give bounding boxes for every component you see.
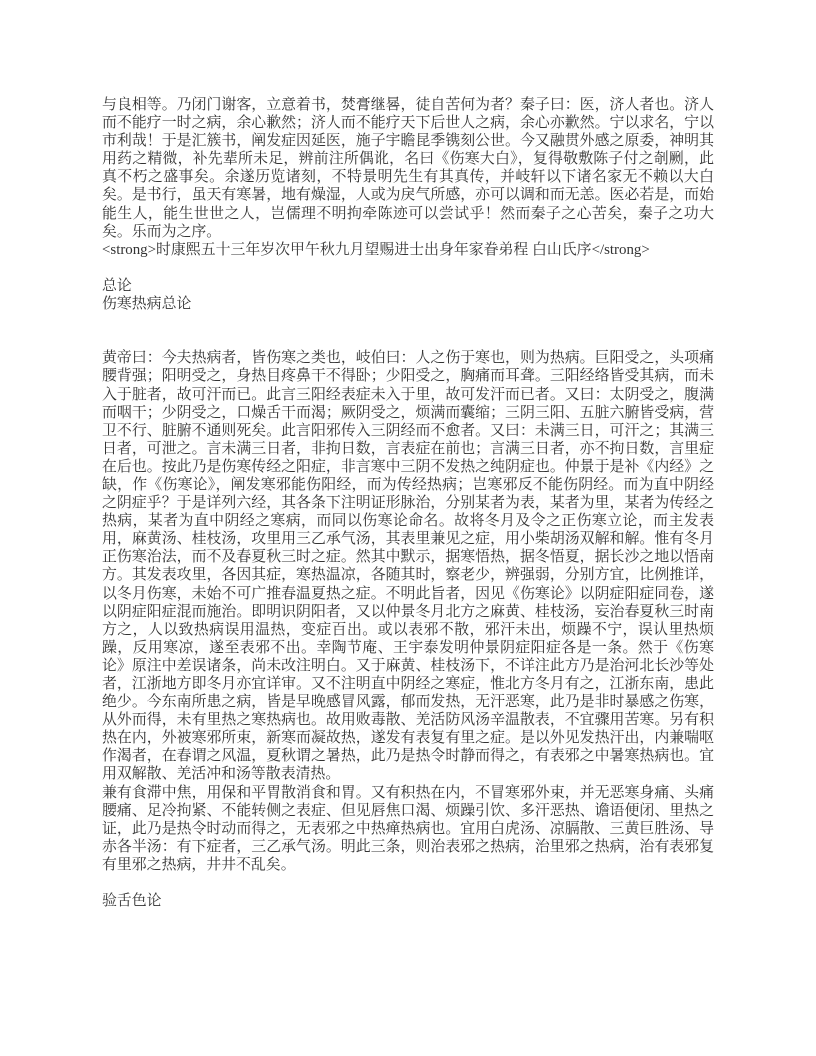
section-heading-shanghan-fever: 伤寒热病总论 — [102, 296, 192, 313]
preface-paragraph: 与良相等。乃闭门谢客，立意着书，焚膏继晷，徒自苦何为者？秦子曰：医，济人者也。济人而不能疗一时之病，余心歉然；济人而不能疗天下后世人之病，余心亦歉然。宁以求名，宁以市利哉！于是汇簇书，阐发症因延医，施子宇瞻昆季镌刻公世。今又融贯外感之原委，神明其用药之精微，补先辈所未足，辨前注所偶讹，名曰《伤寒大白》，复得敬敷陈子付之剞劂，此真不朽之盛事矣。余遂历览诸刻，不特景明先生有其真传，并岐轩以下诸名家无不赖以大白矣。是书行，虽天有寒暑，地有燥湿，人或为戾气所感，亦可以调和而无恙。医必若是，而始能生人，能生世世之人，岂儒理不明拘牵陈迹可以尝试乎！然而秦子之心苦矣，秦子之功大矣。乐而为之序。 — [102, 97, 714, 240]
preface-signature-line: <strong>时康熙五十三年岁次甲午秋九月望赐进士出身年家眷弟程 白山氏序</strong> — [102, 241, 650, 258]
main-discussion-paragraph: 黄帝曰：今夫热病者，皆伤寒之类也，岐伯曰：人之伤于寒也，则为热病。巨阳受之，头项痛腰背强；阳明受之，身热目疼鼻干不得卧；少阳受之，胸痛而耳聋。三阳经络皆受其病，而未入于脏者，故可汗而已。此言三阳经表症未入于里，故可发汗而已者。又曰：太阴受之，腹满而咽干；少阴受之，口燥舌干而渴；厥阴受之，烦满而囊缩；三阴三阳、五脏六腑皆受病，营卫不行、脏腑不通则死矣。此言阳邪传入三阴经而不愈者。又曰：未满三日，可汗之；其满三日者，可泄之。言未满三日者，非拘日数，言表症在前也；言满三日者，亦不拘日数，言里症在后也。按此乃是伤寒传经之阳症，非言寒中三阴不发热之纯阴症也。仲景于是补《内经》之缺，作《伤寒论》，阐发寒邪能伤阳经，而为传经热病；岂寒邪反不能伤阴经。而为直中阴经之阴症乎？于是详列六经，其各条下注明证形脉治，分别某者为表，某者为里，某者为传经之热病，某者为直中阴经之寒病，而同以伤寒论命名。故将冬月及令之正伤寒立论，而主发表用，麻黄汤、桂枝汤，攻里用三乙承气汤，其表里兼见之症，用小柴胡汤双解和解。惟有冬月正伤寒治法，而不及春夏秋三时之症。然其中默示，据寒悟热，据冬悟夏，据长沙之地以悟南方。其发表攻里，各因其症，寒热温凉，各随其时，察老少，辨强弱，分别方宜，比例推详，以冬月伤寒，未始不可广推春温夏热之症。不明此旨者，因见《伤寒论》以阴症阳症同卷，遂以阴症阳症混而施治。即明识阴阳者，又以仲景冬月北方之麻黄、桂枝汤，妄治春夏秋三时南方之，人以致热病误用温热，变症百出。或以表邪不散，邪汗未出，烦躁不宁，误认里热烦躁，反用寒凉，遂至表邪不出。幸陶节庵、王宇泰发明仲景阴症阳症各是一条。然于《伤寒论》原注中差误诸条，尚未改注明白。又于麻黄、桂枝汤下，不详注此方乃是治河北长沙等处者，江浙地方即冬月亦宜详审。又不注明直中阴经之寒症，惟北方冬月有之，江浙东南，患此绝少。今东南所患之病，皆是早晚感冒风露，郁而发热，无汗恶寒，此乃是非时暴感之伤寒，从外而得，未有里热之寒热病也。故用败毒散、羌活防风汤辛温散表，不宜骤用苦寒。另有积热在内，外被寒邪所束，新寒而凝故热，遂发有表复有里之症。是以外见发热汗出，内兼喘呕作渴者，在春谓之风温，夏秋谓之暑热，此乃是热令时静而得之，有表邪之中暑寒热病也。宜用双解散、羌活冲和汤等散表清热。 — [102, 350, 714, 783]
supplementary-paragraph: 兼有食滞中焦，用保和平胃散消食和胃。又有积热在内，不冒寒邪外束，并无恶寒身痛、头痛腰痛、足冷拘紧、不能转侧之表症、但见唇焦口渴、烦躁引饮、多汗恶热、谵语便闭、里热之证，此乃是热令时动而得之，无表邪之中热瘅热病也。宜用白虎汤、凉膈散、三黄巨胜汤、导赤各半汤：有下症者，三乙承气汤。明此三条，则治表邪之热病，治里邪之热病，治有表邪复有里邪之热病，井井不乱矣。 — [102, 784, 714, 873]
section-heading-general: 总论 — [102, 277, 132, 294]
section-heading-tongue-inspection: 验舌色论 — [102, 893, 162, 910]
